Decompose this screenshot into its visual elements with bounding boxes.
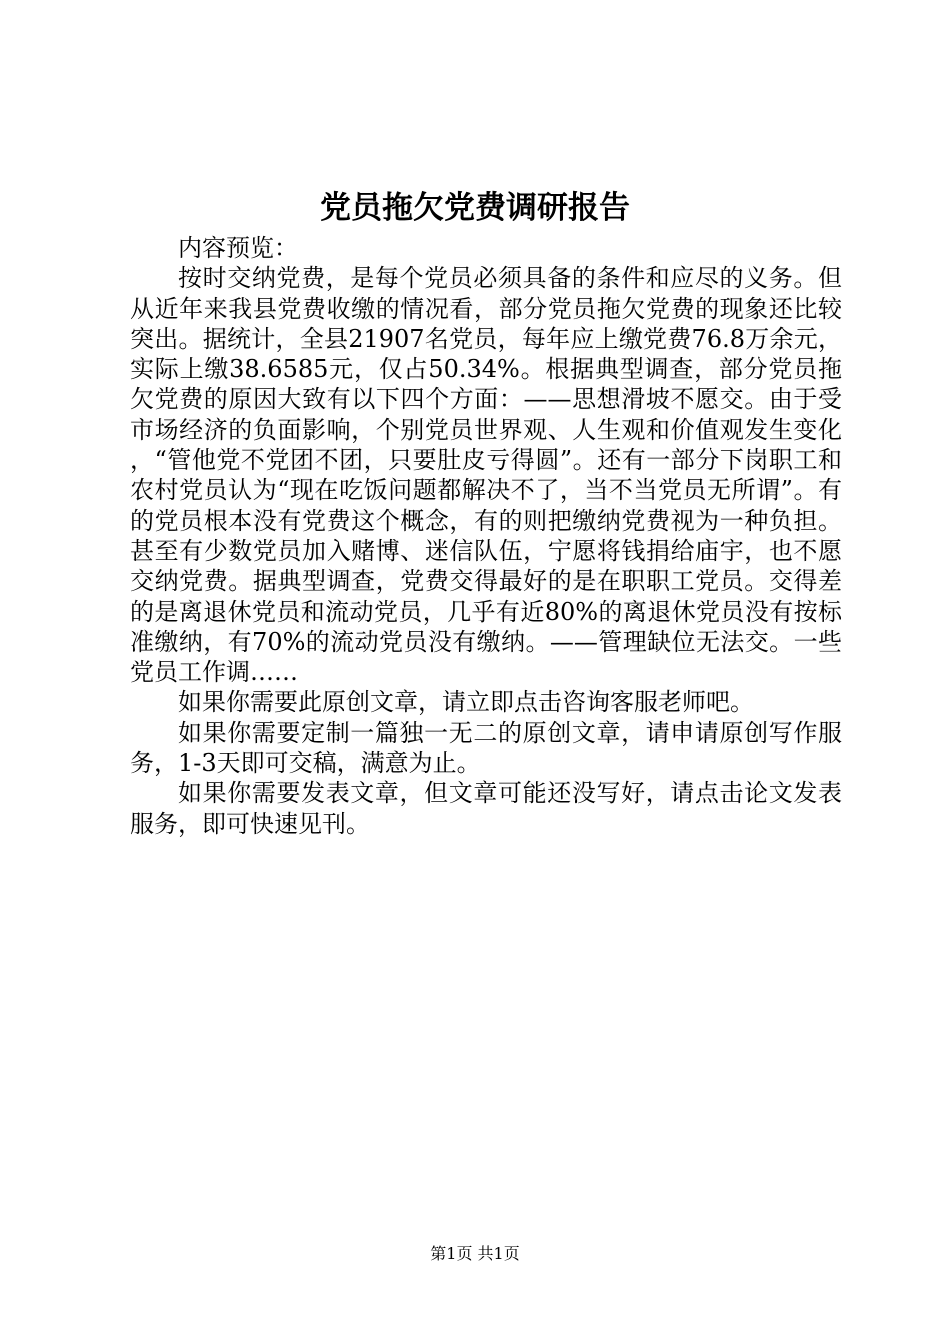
preview-paragraph: 按时交纳党费，是每个党员必须具备的条件和应尽的义务。但从近年来我县党费收缴的情况看，部分党员拖欠党费的现象还比较突出。据统计，全县21907名党员，每年应上缴党费76.8万余元，实际上缴38.6585元，仅占50.34%。根据典型调查，部分党员拖欠党费的原因大致有以下四个方面：——思想滑坡不愿交。由于受市场经济的负面影响，个别党员世界观、人生观和价值观发生变化，“管他党不党团不团，只要肚皮亏得圆”。还有一部分下岗职工和农村党员认为“现在吃饭问题都解决不了，当不当党员无所谓”。有的党员根本没有党费这个概念，有的则把缴纳党费视为一种负担。甚至有少数党员加入赌博、迷信队伍，宁愿将钱捐给庙宇，也不愿交纳党费。据典型调查，党费交得最好的是在职职工党员。交得差的是离退休党员和流动党员，几乎有近80%的离退休党员没有按标准缴纳，有70%的流动党员没有缴纳。——管理缺位无法交。一些党员工作调…… <box>130 264 842 687</box>
page-number: 第1页 共1页 <box>430 1244 520 1263</box>
publishing-service-paragraph: 如果你需要发表文章，但文章可能还没写好，请点击论文发表服务，即可快速见刊。 <box>130 779 842 838</box>
custom-writing-paragraph: 如果你需要定制一篇独一无二的原创文章，请申请原创写作服务，1-3天即可交稿，满意为止。 <box>130 718 842 778</box>
contact-service-paragraph: 如果你需要此原创文章，请立即点击咨询客服老师吧。 <box>178 688 754 717</box>
preview-label: 内容预览： <box>178 234 298 262</box>
document-title: 党员拖欠党费调研报告 <box>320 190 630 226</box>
document-body <box>130 233 842 839</box>
